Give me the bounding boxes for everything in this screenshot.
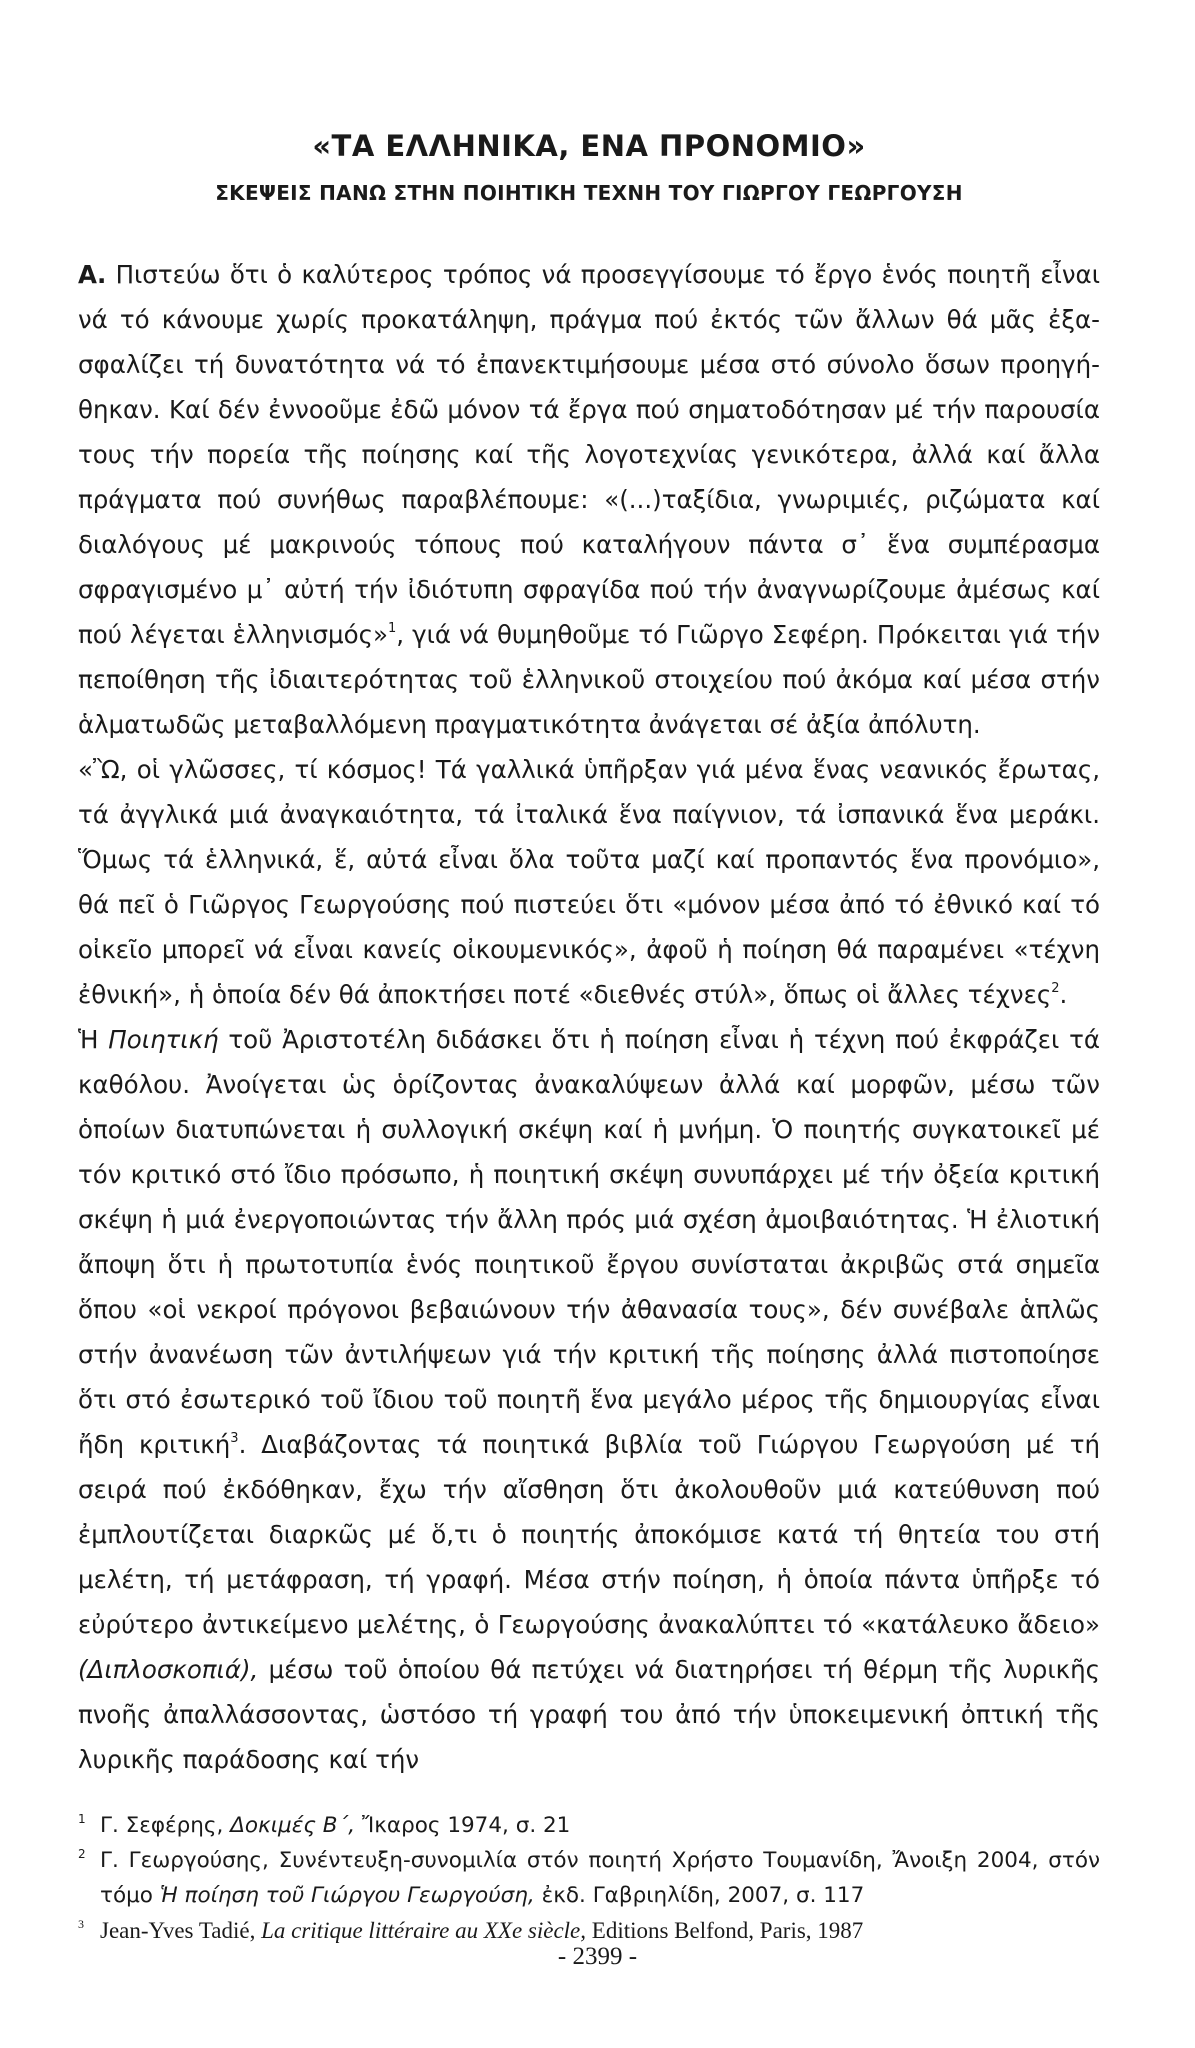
paragraph-text: Ἡ [78,1025,109,1054]
footnote-number: 2 [78,1847,86,1861]
footnote-text: Editions Belfond, Paris, 1987 [586,1918,864,1943]
footnote-2 [78,1843,1100,1913]
footnote-italic: Ἡ ποίηση τοῦ Γιώργου Γεωργούση, [159,1883,535,1908]
footnote-1 [78,1808,1100,1843]
footnote-text: ἐκδ. Γαβριηλίδη, 2007, σ. 117 [534,1883,865,1908]
paragraph-text: , γιά νά θυμηθοῦμε τό Γιῶργο Σεφέρη. Πρόκειται γιά τήν πεποίθηση τῆς ἰδιαιτερότητας τοῦ ἑλληνικοῦ στοιχείου πού ἀκόμα καί μέσα στήν ἁλματωδῶς μεταβαλλόμενη πραγματικότητα ἀνάγεται σέ ἀξία ἀπόλυτη. [78,620,1101,739]
page-subtitle: ΣΚΕΨΕΙΣ ΠΑΝΩ ΣΤΗΝ ΠΟΙΗΤΙΚΗ ΤΕΧΝΗ ΤΟΥ ΓΙΩΡΓΟΥ ΓΕΩΡΓΟΥΣΗ [215,181,963,205]
italic-title: Ποιητική [108,1025,219,1054]
page [78,128,1100,1948]
section-label: Α. [78,260,107,289]
footnote-ref-2: 2 [1051,981,1060,996]
footnote-italic: La critique littéraire au XXe siècle, [261,1918,587,1943]
footnote-ref-3: 3 [230,1431,239,1446]
footnote-text: Γ. Γεωργούσης, Συνέντευξη-συνομιλία στόν ποιητή Χρήστο Τουμανίδη, Ἄνοιξη 2004, στόν τόμο [100,1848,1100,1908]
paragraph-text: . Διαβάζοντας τά ποιητικά βιβλία τοῦ Γιώργου Γεωργούση μέ τή σειρά πού ἐκδόθηκαν, ἔχω τήν αἴσθηση ὅτι ἀκολουθοῦν μιά κατεύθυνση πού ἐμπλουτίζεται διαρκῶς μέ ὅ,τι ὁ ποιητής ἀποκόμισε κατά τή θητεία του στή μελέτη, τή μετάφραση, τή γραφή. Μέσα στήν ποίηση, ἡ ὁποία πάντα ὑπῆρξε τό εὐρύτερο ἀντικείμενο μελέτης, ὁ Γεωργούσης ἀνακαλύπτει τό «κατάλευκο ἄδειο» [78,1430,1100,1639]
paragraph-text: μέσω τοῦ ὁποίου θά πετύχει νά διατηρήσει τή θέρμη τῆς λυρικῆς πνοῆς ἀπαλλάσσοντας, ὡστόσο τή γραφή του ἀπό τήν ὑποκειμενική ὀπτική τῆς λυρικῆς παράδοσης καί τήν [78,1655,1100,1774]
footnote-text: Ἴκαρος 1974, σ. 21 [355,1813,571,1838]
paragraph-3 [78,1017,1100,1782]
footnote-number: 1 [78,1812,86,1826]
footnote-text: Γ. Σεφέρης, [100,1813,231,1838]
page-number: - 2399 - [557,1943,638,1970]
footnote-text: Jean-Yves Tadié, [100,1918,262,1943]
paragraph-1 [78,252,1100,747]
paragraph-text: τοῦ Ἀριστοτέλη διδάσκει ὅτι ἡ ποίηση εἶναι ἡ τέχνη πού ἐκφράζει τά καθόλου. Ἀνοίγεται ὡς ὁρίζοντας ἀνακαλύψεων ἀλλά καί μορφῶν, μέσω τῶν ὁποίων διατυπώνεται ἡ συλλογική σκέψη καί ἡ μνήμη. Ὁ ποιητής συγκατοικεῖ μέ τόν κριτικό στό ἴδιο πρόσωπο, ἡ ποιητική σκέψη συνυπάρχει μέ τήν ὀξεία κριτική σκέψη ἡ μιά ἐνεργοποιώντας τήν ἄλλη πρός μιά σχέση ἀμοιβαιότητας. Ἡ ἐλιοτική ἄποψη ὅτι ἡ πρωτοτυπία ἑνός ποιητικοῦ ἔργου συνίσταται ἀκριβῶς στά σημεῖα ὅπου «οἱ νεκροί πρόγονοι βεβαιώνουν τήν ἀθανασία τους», δέν συνέβαλε ἁπλῶς στήν ἀνανέωση τῶν ἀντιλήψεων γιά τήν κριτική τῆς ποίησης ἀλλά πιστοποίησε ὅτι στό ἐσωτερικό τοῦ ἴδιου τοῦ ποιητῆ ἕνα μεγάλο μέρος τῆς δημιουργίας εἶναι ἤδη κριτική [78,1025,1100,1459]
paragraph-2 [78,747,1100,1017]
paragraph-text: «Ὢ, οἱ γλῶσσες, τί κόσμος! Τά γαλλικά ὑπῆρξαν γιά μένα ἕνας νεανικός ἔρωτας, τά ἀγγλικά μιά ἀναγκαιότητα, τά ἰταλικά ἕνα παίγνιον, τά ἰσπανικά ἕνα μεράκι. Ὅμως τά ἑλληνικά, ἕ, αὐτά εἶναι ὅλα τοῦτα μαζί καί προπαντός ἕνα προνόμιο», θά πεῖ ὁ Γιῶργος Γεωργούσης πού πιστεύει ὅτι «μόνον μέσα ἀπό τό ἐθνικό καί τό οἰκεῖο μπορεῖ νά εἶναι κανείς οἰκουμενικός», ἀφοῦ ἡ ποίηση θά παραμένει «τέχνη ἐθνική», ἡ ὁποία δέν θά ἀποκτήσει ποτέ «διεθνές στύλ», ὅπως οἱ ἄλλες τέχνες [78,755,1100,1009]
footnote-ref-1: 1 [387,621,397,636]
italic-title: (Διπλοσκοπιά), [78,1655,259,1684]
page-title: «ΤΑ ΕΛΛΗΝΙΚΑ, ΕΝΑ ΠΡΟΝΟΜΙΟ» [312,129,866,163]
paragraph-text: Πιστεύω ὅτι ὁ καλύτερος τρόπος νά προσεγγίσουμε τό ἔργο ἑνός ποιητῆ εἶναι νά τό κάνουμε χωρίς προκατάληψη, πράγμα πού ἐκτός τῶν ἄλλων θά μᾶς ἐξασφαλίζει τή δυνατότητα νά τό ἐπανεκτιμήσουμε μέσα στό σύνολο ὅσων προηγήθηκαν. Καί δέν ἐννοοῦμε ἐδῶ μόνον τά ἔργα πού σηματοδότησαν μέ τήν παρουσία τους τήν πορεία τῆς ποίησης καί τῆς λογοτεχνίας γενικότερα, ἀλλά καί ἄλλα πράγματα πού συνήθως παραβλέπουμε: «(...)ταξίδια, γνωριμιές, ριζώματα καί διαλόγους μέ μακρινούς τόπους πού καταλήγουν πάντα σ᾿ ἕνα συμπέρασμα σφραγισμένο μ᾿ αὐτή τήν ἰδιότυπη σφραγίδα πού τήν ἀναγνωρίζουμε ἀμέσως καί πού λέγεται ἑλληνισμός» [78,260,1100,649]
footnotes [78,1808,1100,1948]
article-body [78,252,1100,1782]
paragraph-text: . [1059,980,1068,1009]
footnote-number: 3 [78,1917,84,1931]
footnote-italic: Δοκιμές Β΄, [230,1813,356,1838]
